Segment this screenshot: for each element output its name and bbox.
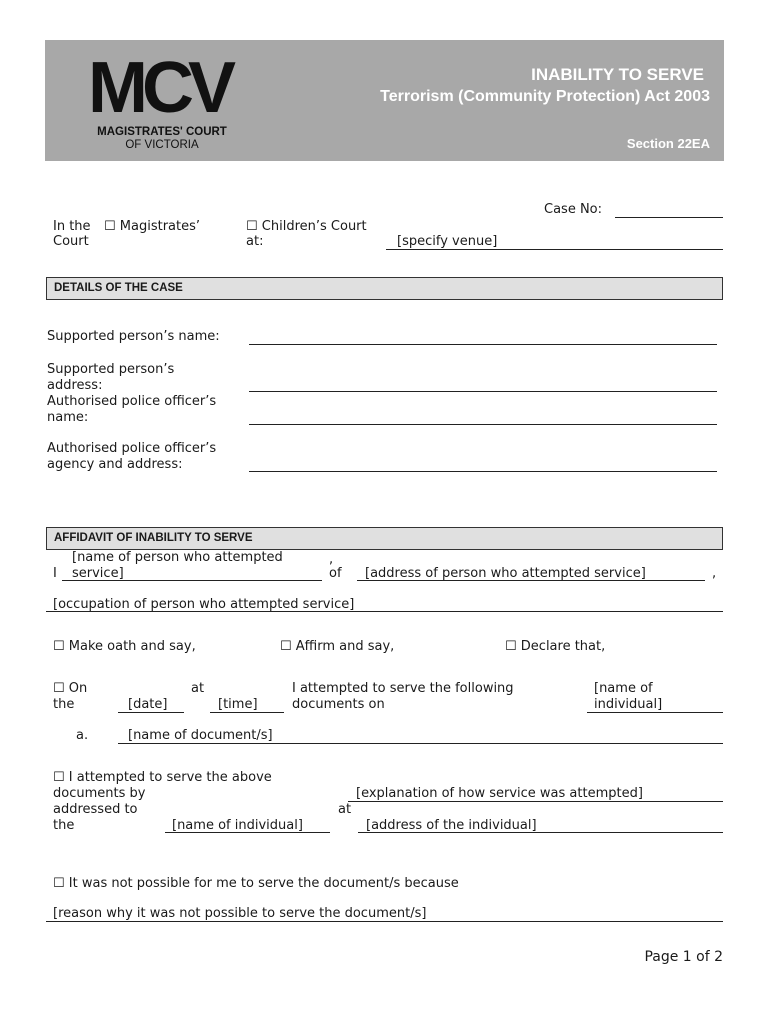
page-number: Page 1 of 2 (644, 949, 723, 965)
time-field[interactable]: [time] (218, 697, 258, 712)
occupation-field[interactable]: [occupation of person who attempted service] (53, 597, 355, 612)
case-no-label: Case No: (544, 202, 603, 217)
venue-line (386, 249, 723, 250)
magistrates-checkbox[interactable]: ☐ Magistrates’ (104, 219, 201, 234)
officer-name-label: Authorised police officer’s name: (47, 394, 217, 425)
in-the-label: In the (53, 219, 91, 234)
at-label: at: (246, 234, 264, 249)
time-line (210, 712, 284, 713)
logo-line-1: MAGISTRATES' COURT (97, 126, 227, 138)
occupation-line (46, 611, 723, 612)
supported-name-label: Supported person’s name: (47, 329, 220, 344)
address-person-line (357, 580, 705, 581)
childrens-checkbox[interactable]: ☐ Children’s Court (246, 219, 367, 234)
name-individual2-field[interactable]: [name of individual] (172, 818, 303, 833)
address-individual-line (358, 832, 723, 833)
comma-2: , (712, 566, 717, 581)
officer-agency-field[interactable] (249, 471, 717, 472)
oath-checkbox[interactable]: ☐ Make oath and say, (53, 639, 196, 654)
at-label-1: at (191, 681, 205, 696)
name-individual-line (587, 712, 723, 713)
affidavit-section-heading (46, 527, 723, 550)
not-possible-checkbox[interactable]: ☐ It was not possible for me to serve the document/s because (53, 876, 459, 891)
details-heading-text: DETAILS OF THE CASE (54, 282, 183, 294)
supported-address-field[interactable] (249, 391, 717, 392)
on-the-checkbox[interactable]: ☐ On the (53, 681, 88, 712)
court-word: Court (53, 234, 89, 249)
form-section: Section 22EA (626, 136, 710, 151)
affirm-checkbox[interactable]: ☐ Affirm and say, (280, 639, 395, 654)
date-field[interactable]: [date] (128, 697, 168, 712)
of-label: of (329, 566, 342, 581)
date-line (118, 712, 184, 713)
address-person-field[interactable]: [address of person who attempted service] (365, 566, 646, 581)
details-section-heading (46, 277, 723, 300)
officer-name-field[interactable] (249, 424, 717, 425)
comma-1: , (329, 552, 334, 567)
item-a-label: a. (76, 728, 89, 743)
explanation-line (348, 801, 723, 802)
venue-field[interactable]: [specify venue] (397, 234, 498, 249)
supported-address-label: Supported person’s address: (47, 362, 175, 393)
form-act: Terrorism (Community Protection) Act 2003 (380, 88, 710, 105)
name-person-field[interactable]: [name of person who attempted service] (72, 550, 283, 581)
case-no-field[interactable] (615, 217, 723, 218)
declare-checkbox[interactable]: ☐ Declare that, (505, 639, 606, 654)
logo-line-2: OF VICTORIA (125, 139, 199, 151)
reason-line (46, 921, 723, 922)
attempted-above-checkbox[interactable]: ☐ I attempted to serve the above documents by (53, 770, 272, 801)
document-line (118, 743, 723, 744)
court-logo: MCV (88, 48, 230, 128)
officer-agency-label: Authorised police officer’s agency and address: (47, 441, 217, 472)
name-individual2-line (165, 832, 330, 833)
affidavit-heading-text: AFFIDAVIT OF INABILITY TO SERVE (54, 532, 253, 544)
reason-field[interactable]: [reason why it was not possible to serve the document/s] (53, 906, 427, 921)
form-title: INABILITY TO SERVE (531, 65, 704, 84)
attempted-docs-text: I attempted to serve the following documents on (292, 681, 514, 712)
at-label-2: at (338, 802, 352, 817)
i-label: I (53, 566, 57, 581)
addressed-to-label: addressed to the (53, 802, 138, 833)
document-field[interactable]: [name of document/s] (128, 728, 273, 743)
supported-name-field[interactable] (249, 344, 717, 345)
name-individual-field[interactable]: [name of individual] (594, 681, 663, 712)
address-individual-field[interactable]: [address of the individual] (366, 818, 537, 833)
explanation-field[interactable]: [explanation of how service was attempted] (356, 786, 643, 801)
name-person-line (62, 580, 322, 581)
